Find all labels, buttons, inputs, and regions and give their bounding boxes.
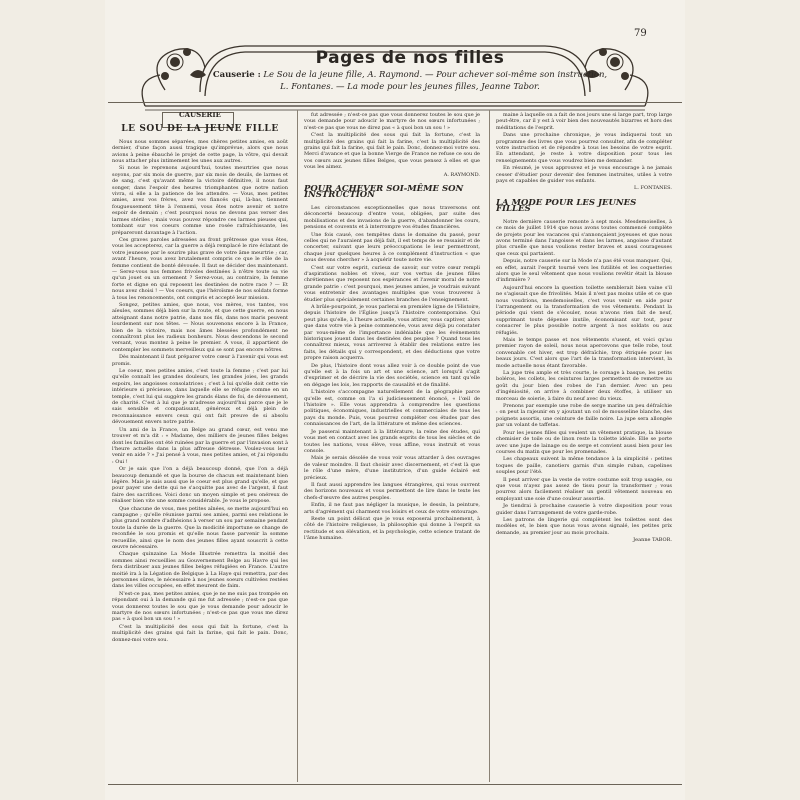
subtitle-line-1 — [170, 70, 650, 80]
paragraph: Aujourd'hui encore la question toilette semblerait bien vaine s'il ne s'agissait que de frivolités. Mais il n'est pas moins utile et ce que nous voudrions, mesdemoiselles, c'est vous venir en aide pour l'arrangement ou la transformation de vos vêtements. Pendant la période qui vient de s'écouler, nous n'avons rien fait de neuf, supprimant toute dépense inutile, économisant sur tout, pour consacrer le plus possible notre argent à nos soldats ou aux réfugiés. — [496, 284, 672, 336]
paragraph: En résumé, je vous approuvez et je vous encourage à ne jamais cesser d'étudier pour devenir des femmes instruites, utiles à votre pays et capables de guider vos enfants. — [496, 165, 672, 185]
paragraph: Chaque quinzaine La Mode Illustrée remettra la moitié des sommes ainsi recueillies au Gouvernement Belge au Havre qui les fera distribuer aux jeunes filles belges réfugiées en France. L'autre moitié ira à la Légation de Belgique à La Haye qui remettra, par des personnes sûres, le nécessaire à nos jeunes soeurs cultivées restées dans les villes occupées, en effet meurent de faim. — [112, 551, 288, 590]
causerie-label: CAUSERIE — [179, 112, 221, 119]
article-heading-instruction: POUR ACHEVER SOI-MÊME SON INSTRUCTION — [304, 184, 464, 201]
signature-raymond: A. RAYMOND. — [443, 171, 480, 178]
paragraph: Je tiendrai à prochaine causerie à votre disposition pour vous guider dans l'arrangement de votre garde-robe. — [496, 503, 672, 516]
column-3 — [496, 112, 672, 780]
paragraph: Enfin, il ne faut pas négliger la musique, le dessin, la peinture, arts d'agrément qui charment vos loisirs et ceux de votre entourage. — [304, 502, 480, 515]
subtitle-rest-2: — La mode pour les jeunes filles, — [335, 82, 479, 92]
paragraph: Une fois causé, ces tempêtes dans le domaine du passé, pour celles qui ne l'auraient pas déjà fait, il est temps de se ressaisir et de concerter, suivant que leurs préoccupations le leur permettront, chaque jour quelques heures à ce complément d'instruction « que nous devons chercher » à acquérir toute notre vie. — [304, 231, 480, 264]
column-divider-2 — [489, 110, 490, 782]
subtitle-text-1: Le Sou de la jeune fille, — [263, 70, 365, 80]
paragraph: Depuis, notre causerie sur la Mode n'a pas été vous manquer. Qui, en effet, aurait l'esprit tourné vers les futilités et les coquetteries alors que le seul vêtement que nous voulions revêtir était la blouse d'infirmière ? — [496, 258, 672, 284]
subtitle-line-2 — [170, 82, 650, 92]
paragraph: C'est la multiplicité des sous qui fait la fortune, c'est la multiplicité des grains qui fait la farine, c'est la multiplicité des grains qui fait la farine, qui fait le pain. Donc, donnez-moi votre sou. Merci d'avance et que la bonne Vierge de France ne refuse ce sou de vos cœurs aux jeunes filles Belges, que vous pensez à elles et que vous les aimez. — [304, 132, 480, 171]
signature-fontanes: L. FONTANES. — [634, 185, 672, 192]
paragraph: Si nous le reprenons aujourd'hui, toutes meurtries que nous soyons, par six mois de guerre, par six mois de deuils, de larmes et de sang, c'est qu'avant même la victoire définitive, il nous faut songer, dans l'espoir des heures triomphantes que notre nation vivra, si elle a la patience de les attendre. — Vous, mes petites amies, avez vos frères, avez vos fiancés qui, là-bas, tiennent fougueusement tête à l'ennemi, vous êtes notre avenir et notre espoir de demain ; c'est pourquoi nous ne devons pas verser des larmes stériles ; mais vous pouvez répondre ces larmes pieuses qui, tombant sur vos coeurs comme une rosée rafraîchissante, les prépareront davantage à l'action. — [112, 165, 288, 236]
page-title: Pages de nos filles — [315, 48, 505, 68]
paragraph: Or je sais que l'on a déjà beaucoup donné, que l'on a déjà beaucoup demandé et que la bourse de chacun est maintenant bien légère. Mais je sais aussi que le coeur est plus grand qu'elle, et que pour payer une dette qui ne s'acquitte pas avec de l'argent, il faut faire des sacrifices. Voici donc un moyen simple et peu onéreux de réaliser bien vite une somme considérable. Je vous le propose. — [112, 466, 288, 505]
column-divider-1 — [297, 110, 298, 782]
paragraph: Le coeur, mes petites amies, c'est toute la femme ; c'est par lui qu'elle connaît les grandes douleurs, les grandes joies, les grands espoirs, les angoisses consolatrices ; c'est à lui qu'elle doit cette vie intérieure si précieuse, dans laquelle elle se réfugie comme en un temple, c'est lui qui suggère les grands élans de foi, de dévouement, de charité. C'est à lui que je m'adresse aujourd'hui parce que je le sais sensible et compatissant, généreux et déjà plein de reconnaissance envers ceux qui ont fait preuve de si absolu dévouement envers notre patrie. — [112, 368, 288, 426]
paragraph: Il faut aussi apprendre les langues étrangères, qui vous ouvrent des horizons nouveaux et vous permettent de lire dans le texte les chefs-d'œuvre des autres peuples. — [304, 481, 480, 501]
column-rule-bottom — [108, 784, 682, 785]
paragraph: fut adressée ; n'est-ce pas que vous donnerez toutes le sou que je vous demande pour adoucir le martyre de nos sœurs infortunées ; n'est-ce pas que vous ne direz pas « à quoi bon un sou ! » — [304, 112, 480, 131]
subtitle-author-2: L. Fontanes. — [280, 82, 334, 92]
column-rule-top — [108, 102, 682, 103]
subtitle-prefix: Causerie : — [212, 70, 261, 80]
paragraph: Mais je serais désolée de vous voir vous attarder à des ouvrages de valeur moindre. Il faut choisir avec discernement, et c'est là que le rôle d'une mère, d'une institutrice, d'un guide éclairé est précieux. — [304, 455, 480, 481]
paragraph: Un ami de la France, un Belge au grand cœur, est venu me trouver et m'a dit : « Madame, des milliers de jeunes filles belges dont les familles ont été ruinées par la guerre et par l'invasion sont à l'heure actuelle dans la plus affreuse détresse. Voulez-vous leur venir en aide ? » J'ai pensé à vous, mes petites amies, et j'ai répondu : Oui ! — [112, 426, 288, 465]
paragraph: La jupe très ample et très courte, le corsage à basque, les petits boléros, les collets, les ceintures larges permettent de remettre au goût du jour bien des robes de l'an dernier. Avec un peu d'ingéniosité, on arrive à combiner deux étoffes, à utiliser un morceau de soierie, à faire du neuf avec du vieux. — [496, 370, 672, 402]
paragraph: Que chacune de vous, mes petites aînées, se mette aujourd'hui en campagne ; qu'elle réunisse parmi ses amies, parmi ses relations le plus grand nombre d'adhésions à verser un sou par semaine pendant toute la durée de la guerre. Que la modicité importune se change de reconfiée le sou promis et qu'elle nous fasse parvenir la somme recueillie, ainsi que le nom des jeunes filles ayant souscrit à cette œuvre nécessaire. — [112, 505, 288, 550]
paragraph: C'est sur votre esprit, curieux de savoir, sur votre cœur rempli d'aspirations nobles et vives, sur vos vertus de jeunes filles chrétiennes que reposent nos espérances et l'avenir moral de notre grande patrie : c'est pourquoi, mes jeunes amies, je voudrais suivant vous entretenir des avantages multiples que vous trouverez à étudier plus spécialement certaines branches de l'enseignement. — [304, 264, 480, 303]
paragraph: Nous nous sommes séparées, mes chères petites amies, en août dernier, d'une façon aussi tragique qu'imprévue, alors que nous avions à peine ébauché le projet de cette page, la vôtre, qui devait nous attacher plus intimement les unes aux autres. — [112, 138, 288, 165]
page-number: 79 — [634, 28, 647, 39]
paragraph: A brûle-pourpoint, je vous parlerai en première ligne de l'Histoire, depuis l'histoire de l'Église jusqu'à l'histoire contemporaine. Qui peut plus qu'elle, à l'heure actuelle, vous attirer, vous captiver, alors que dans votre vie à peine commencée, vous avez déjà pu constater par vous-même de l'importance indéniable que les événements historiques jouent dans les destinées des peuples ? Quand tous les connaîtrez mieux, vous arriverez à établir des relations entre les faits, les détails qui y correspondent, et des déductions que votre propre raison acquerra. — [304, 303, 480, 362]
signature-tabor: Jeanne TABOR. — [633, 537, 672, 544]
paragraph: Les chapeaux suivent la même tendance à la simplicité : petites toques de paille, canotiers garnis d'un simple ruban, capelines souples pour l'été. — [496, 456, 672, 476]
paragraph: L'histoire s'accompagne naturellement de la géographie parce qu'elle est, comme on l'a si judicieusement énoncé, « l'œil de l'histoire ». Elle vous apprendra à comprendre les questions politiques, économiques, industrielles et commerciales de tous les pays du monde. Puis, vous pourrez compléter ces études par des connaissances de l'art, de la littérature et même des sciences. — [304, 389, 480, 428]
paragraph: Dans une prochaine chronique, je vous indiquerai tout un programme des livres que vous pourrez consulter, afin de compléter votre instruction et de répondre à tous les besoins de votre esprit. En attendant, je reste à votre disposition pour tous les renseignements que vous voudrez bien me demander. — [496, 132, 672, 164]
paragraph: Les circonstances exceptionnelles que nous traversons ont déconcerté beaucoup d'entre vous, obligées, par suite des mobilisations et des invasions de la guerre, d'abandonner les cours, pensions et couvents et à interrompre vos études financières. — [304, 204, 480, 231]
paragraph: Il peut arriver que la veste de votre costume soit trop usagée, ou que vous n'ayez pas assez de tissu pour la transformer ; vous pourrez alors facilement réaliser un gentil vêtement nouveau en employant une soie d'une couleur assortie. — [496, 476, 672, 502]
paragraph: Notre dernière causerie remonte à sept mois. Mesdemoiselles, à ce mois de juillet 1914 que nous avons toutes commencé complète de projets pour les vacances qui s'annonçaient joyeuses et que nous avons terminé dans l'angoisse et dans les larmes, angoisse d'autant plus cruelle que nous voulions rester braves et aussi courageuses que ceux qui partaient. — [496, 218, 672, 257]
subtitle-author-1: A. Raymond. — [367, 70, 423, 80]
paragraph: Dès maintenant il faut préparer votre cœur à l'avenir qui vous est promis. — [112, 354, 288, 367]
paragraph: De plus, l'histoire dont vous allez voir à ce double point de vue qu'elle est à la fois un art et une science, art lorsqu'il s'agit d'exprimer et de décrire la vie des sociétés, science en tant qu'elle en dégage les lois, les rapports de causalité et de finalité. — [304, 362, 480, 388]
paragraph: Pour les jeunes filles qui veulent un vêtement pratique, la blouse chemisier de toile ou de linon reste la toilette idéale. Elle se porte avec une jupe de lainage ou de serge et convient aussi bien pour les courses du matin que pour les promenades. — [496, 429, 672, 455]
subtitle-author-3: Jeanne Tabor. — [481, 82, 540, 92]
paragraph: Ces graves paroles adressées au front prêtresse que vous êtes, vous les accepterez, car la guerre a déjà remplacé le rire éclatant de votre jeunesse par le sourire plus grave de votre âme meurtrie ; car, avant l'heure, vous avez brutalement compris ce que le rôle de la femme contient de bonté dévouée. Il faut se décider des maintenant. — Serez-vous nos femmes frivoles destinées à n'être toute sa vie qu'un jouet ou un ornement ? Serez-vous, au contraire, la femme forte et digne en qui reposent les destinées de notre race ? — Et nous avez choisi ! — Vos coeurs, que l'héroïsme de nos soldats forme à tous les renoncements, ont compris et accepté leur mission. — [112, 236, 288, 301]
paragraph: Les patrons de lingerie qui complètent les toilettes sont des modèles et, le bien que nous vous avons signalé, les petites prix demande, au premier jour au mois prochain. — [496, 516, 672, 536]
paragraph: N'est-ce pas, mes petites amies, que je ne me suis pas trompée en répondant oui à la demande qui me fut adressée ; n'est-ce pas que vous donnerez toutes le sou que je vous demande pour adoucir le martyre de nos sœurs infortunées ; n'est-ce pas que vous me direz pas « à quoi bon un sou ! » — [112, 590, 288, 623]
article-heading-sou: LE SOU DE LA JEUNE FILLE — [121, 124, 279, 135]
subtitle-rest-1: — Pour achever soi-même son instruction, — [424, 70, 608, 80]
article-heading-mode: LA MODE POUR LES JEUNES FILLES — [496, 197, 637, 215]
paragraph: maine à laquelle on a fait de nos jours une si large part, trop large peut-être, car il y est à voir bien des nouveautés bizarres et hors des méditations de l'esprit. — [496, 112, 672, 131]
paragraph: Reste un point délicat que je vous exposerai prochainement, à côté de l'histoire religieuse, la philosophie qui donne à l'esprit sa rectitude et son élévation, et la psychologie, cette science tratant de l'âme humaine. — [304, 515, 480, 542]
column-2 — [304, 112, 480, 780]
column-1 — [112, 112, 288, 780]
paragraph: Prenons par exemple une robe de serge marine un peu défraîchie : on peut la rajeunir en y ajoutant un col de mousseline blanche, des poignets assortis, une ceinture de faille noire. La jupe sera allongée par un volant de taffetas. — [496, 403, 672, 429]
paragraph: Je passerai maintenant à la littérature, la reine des études, qui vous met en contact avec les grands esprits de tous les siècles et de toutes les nations, vous élève, vous affine, vous instruit et vous console. — [304, 428, 480, 454]
paragraph: Mais le temps passe et nos vêtements s'usent, et voici qu'au premier rayon de soleil, nous nous apercevons que telle robe, tout convenable cet hiver, est trop défraîchie, trop étriquée pour les beaux jours. C'est alors que l'art de la transformation intervient, la mode actuelle nous étant favorable. — [496, 337, 672, 369]
paragraph: C'est la multiplicité des sous qui fait la fortune, c'est la multiplicité des grains qui fait la farine, qui fait le pain. Donc, donnez-moi votre sou. — [112, 623, 288, 643]
paragraph: Songez, petites amies, que nous, vos mères, vos tantes, vos aïeules, sommes déjà bien sur la route, et que cette guerre, en nous atteignant dans notre patrie, dans nos fils, dans nos maris peuvent lourdement sur nos têtes. — Nous souvenons encore à la France, bien de la victoire, mais nos âmes blessées profondément ne connaîtront plus les radieux bonheurs. Nous descendons le second versant, vous montez à peine le premier. A vous, il appartient de contempler les sommets merveilleux qui se sont pas encore nôtres. — [112, 301, 288, 353]
